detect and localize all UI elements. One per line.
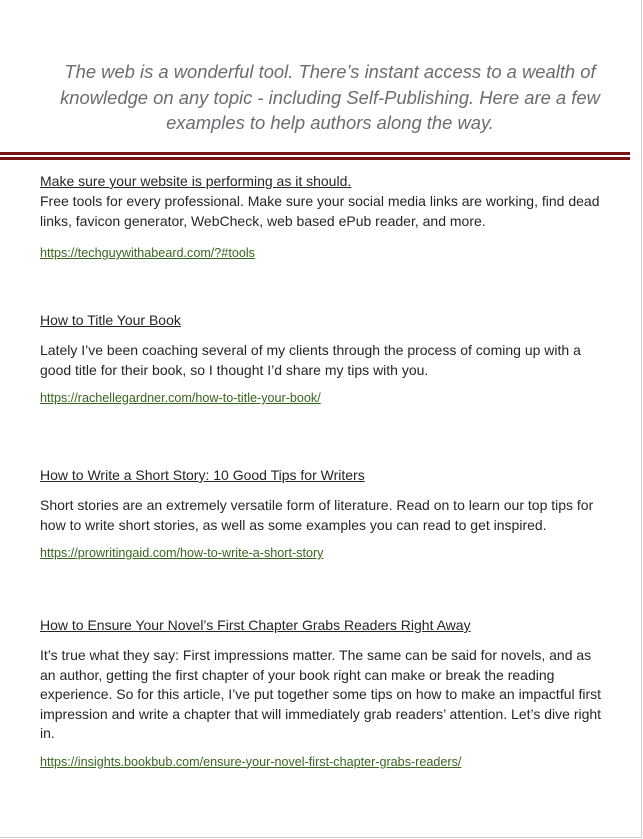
resource-description: Free tools for every professional. Make sure your social media links are working, find dead links, favicon generator, WebCheck, web based ePub reader, and more. [40, 193, 600, 229]
resource-link[interactable]: https://insights.bookbub.com/ensure-your-novel-first-chapter-grabs-readers/ [40, 754, 462, 769]
resource-link[interactable]: https://techguywithabeard.com/?#tools [40, 246, 255, 260]
resource-title[interactable]: Make sure your website is performing as it should. [40, 173, 352, 189]
resource-description: It’s true what they say: First impressions matter. The same can be said for novels, and as an author, getting the first chapter of your book right can make or break the reading experience. So for this article, I’ve put together some tips on how to make an impactful first impression and write a chapter that will immediately grab readers’ attention. Let’s dive right in. [40, 647, 602, 741]
resource-entry-title-your-book [40, 311, 605, 407]
intro-paragraph: The web is a wonderful tool. There’s instant access to a wealth of knowledge on any topic - including Self-Publishing. Here are a few examples to help authors along the way. [60, 61, 600, 133]
resource-link[interactable]: https://rachellegardner.com/how-to-title-your-book/ [40, 391, 321, 405]
resource-title[interactable]: How to Write a Short Story: 10 Good Tips for Writers [40, 467, 365, 483]
resource-link[interactable]: https://prowritingaid.com/how-to-write-a-short-story [40, 546, 324, 560]
resource-description: Lately I’ve been coaching several of my clients through the process of coming up with a good title for their book, so I thought I’d share my tips with you. [40, 342, 581, 378]
resource-title[interactable]: How to Title Your Book [40, 312, 181, 328]
resource-entry-first-chapter [40, 616, 605, 771]
resource-entry-short-story [40, 466, 605, 562]
header-divider-top [0, 152, 630, 155]
header-divider-bottom [0, 157, 630, 160]
resource-title[interactable]: How to Ensure Your Novel’s First Chapter Grabs Readers Right Away [40, 617, 471, 633]
resource-entry-website-tools [40, 172, 605, 262]
resource-description: Short stories are an extremely versatile form of literature. Read on to learn our top tips for how to write short stories, as well as some examples you can read to get inspired. [40, 497, 594, 533]
